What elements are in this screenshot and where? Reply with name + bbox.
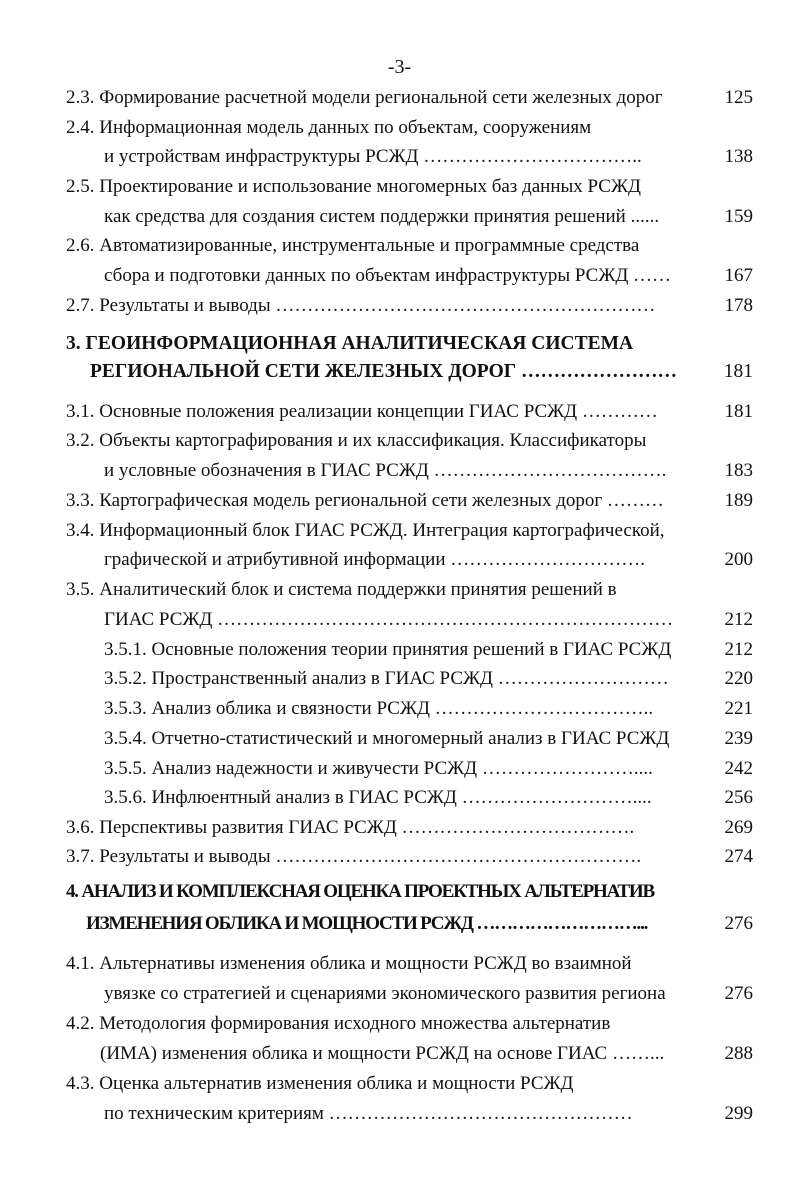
toc-chapter-4	[0, 878, 799, 906]
toc-entry-title: 2.6. Автоматизированные, инструментальные и программные средства	[66, 235, 640, 256]
toc-entry-title: 3.1. Основные положения реализации концепции ГИАС РСЖД …………	[66, 401, 658, 422]
toc-entry-title: 4.2. Методология формирования исходного множества альтернатив	[66, 1013, 611, 1034]
toc-entry-title: 2.7. Результаты и выводы ……………………………………………………	[66, 295, 656, 316]
toc-entry-title: по техническим критериям …………………………………………	[104, 1103, 633, 1124]
page-number: -3-	[387, 56, 412, 78]
toc-entry-page: 299	[724, 1103, 753, 1124]
toc-entry-page: 242	[724, 758, 753, 779]
toc-entry-3-5-cont	[0, 606, 799, 634]
toc-entry-4-2	[0, 1010, 799, 1038]
toc-entry-4-3-cont	[0, 1100, 799, 1128]
toc-entry-page: 181	[723, 361, 753, 382]
toc-entry-title: 3.5.2. Пространственный анализ в ГИАС РСЖД ………………………	[104, 668, 669, 689]
toc-chapter-title: ИЗМЕНЕНИЯ ОБЛИКА И МОЩНОСТИ РСЖД ………………………...	[86, 913, 648, 934]
toc-entry-title: и условные обозначения в ГИАС РСЖД ……………………………….	[104, 460, 667, 481]
toc-entry-page: 159	[724, 206, 753, 227]
toc-entry-3-5-6	[0, 784, 799, 812]
toc-entry-4-1	[0, 950, 799, 978]
toc-entry-page: 239	[724, 728, 753, 749]
toc-entry-title: 3.7. Результаты и выводы ………………………………………………….	[66, 846, 642, 867]
toc-entry-4-3	[0, 1070, 799, 1098]
toc-entry-2-5	[0, 173, 799, 201]
toc-entry-page: 221	[724, 698, 753, 719]
toc-entry-page: 212	[724, 609, 753, 630]
toc-entry-page: 220	[724, 668, 753, 689]
toc-entry-title: 2.5. Проектирование и использование многомерных баз данных РСЖД	[66, 176, 641, 197]
toc-entry-3-3	[0, 487, 799, 515]
toc-entry-2-7	[0, 292, 799, 320]
toc-entry-title: 3.5. Аналитический блок и система поддержки принятия решений в	[66, 579, 617, 600]
toc-entry-2-6	[0, 232, 799, 260]
toc-chapter-3	[0, 330, 799, 358]
toc-entry-3-5-5	[0, 755, 799, 783]
toc-entry-title: 3.5.3. Анализ облика и связности РСЖД ……………………………..	[104, 698, 654, 719]
toc-entry-3-5-4	[0, 725, 799, 753]
toc-entry-page: 276	[724, 913, 753, 934]
toc-entry-title: графической и атрибутивной информации ………………………….	[104, 549, 646, 570]
toc-entry-3-1	[0, 398, 799, 426]
toc-entry-page: 181	[724, 401, 753, 422]
toc-entry-3-5	[0, 576, 799, 604]
toc-entry-page: 274	[724, 846, 753, 867]
toc-chapter-3-cont	[0, 358, 799, 386]
toc-entry-3-5-3	[0, 695, 799, 723]
toc-entry-page: 276	[724, 983, 753, 1004]
toc-entry-3-2	[0, 427, 799, 455]
toc-entry-title: 3.3. Картографическая модель региональной сети железных дорог ………	[66, 490, 664, 511]
toc-entry-2-4-cont	[0, 143, 799, 171]
toc-entry-title: 4.1. Альтернативы изменения облика и мощности РСЖД во взаимной	[66, 953, 632, 974]
toc-entry-3-7	[0, 843, 799, 871]
toc-entry-title: 3.5.1. Основные положения теории принятия решений в ГИАС РСЖД	[104, 639, 672, 660]
toc-entry-title: 3.4. Информационный блок ГИАС РСЖД. Интеграция картографической,	[66, 520, 665, 541]
toc-entry-page: 167	[724, 265, 753, 286]
toc-entry-title: как средства для создания систем поддержки принятия решений ......	[104, 206, 660, 227]
toc-chapter-title: 3. ГЕОИНФОРМАЦИОННАЯ АНАЛИТИЧЕСКАЯ СИСТЕМА	[66, 333, 634, 354]
toc-entry-page: 212	[724, 639, 753, 660]
toc-entry-page: 288	[724, 1043, 753, 1064]
toc-entry-title: 3.5.4. Отчетно-статистический и многомерный анализ в ГИАС РСЖД	[104, 728, 670, 749]
toc-entry-page: 138	[724, 146, 753, 167]
toc-entry-title: увязке со стратегией и сценариями экономического развития региона	[104, 983, 666, 1004]
toc-entry-3-4	[0, 517, 799, 545]
toc-entry-title: (ИМА) изменения облика и мощности РСЖД на основе ГИАС ……...	[100, 1043, 665, 1064]
toc-entry-page: 269	[724, 817, 753, 838]
toc-entry-2-4	[0, 114, 799, 142]
toc-entry-page: 189	[724, 490, 753, 511]
toc-entry-page: 125	[724, 87, 753, 108]
toc-entry-page: 200	[724, 549, 753, 570]
toc-entry-title: и устройствам инфраструктуры РСЖД ……………………………..	[104, 146, 642, 167]
toc-entry-page: 256	[724, 787, 753, 808]
toc-chapter-4-cont	[0, 910, 799, 938]
toc-entry-title: 4.3. Оценка альтернатив изменения облика и мощности РСЖД	[66, 1073, 574, 1094]
toc-entry-title: 3.5.5. Анализ надежности и живучести РСЖД ……………………....	[104, 758, 653, 779]
toc-entry-title: 3.2. Объекты картографирования и их классификация. Классификаторы	[66, 430, 647, 451]
toc-entry-page: 178	[724, 295, 753, 316]
toc-entry-title: 2.3. Формирование расчетной модели региональной сети железных дорог	[66, 87, 663, 108]
toc-entry-3-6	[0, 814, 799, 842]
toc-entry-2-3	[0, 84, 799, 112]
toc-chapter-title: 4. АНАЛИЗ И КОМПЛЕКСНАЯ ОЦЕНКА ПРОЕКТНЫХ АЛЬТЕРНАТИВ	[66, 881, 654, 902]
toc-entry-3-5-1	[0, 636, 799, 664]
toc-entry-3-5-2	[0, 665, 799, 693]
toc-entry-2-5-cont	[0, 203, 799, 231]
toc-chapter-title: РЕГИОНАЛЬНОЙ СЕТИ ЖЕЛЕЗНЫХ ДОРОГ ……………………	[90, 361, 678, 382]
toc-entry-title: ГИАС РСЖД ………………………………………………………………	[104, 609, 674, 630]
toc-entry-title: 2.4. Информационная модель данных по объектам, сооружениям	[66, 117, 592, 138]
toc-entry-4-1-cont	[0, 980, 799, 1008]
toc-entry-title: сбора и подготовки данных по объектам инфраструктуры РСЖД ……	[104, 265, 672, 286]
toc-entry-3-2-cont	[0, 457, 799, 485]
toc-entry-title: 3.6. Перспективы развития ГИАС РСЖД ……………………………….	[66, 817, 635, 838]
toc-entry-2-6-cont	[0, 262, 799, 290]
toc-entry-page: 183	[724, 460, 753, 481]
toc-entry-title: 3.5.6. Инфлюентный анализ в ГИАС РСЖД ………………………....	[104, 787, 652, 808]
toc-entry-4-2-cont	[0, 1040, 799, 1068]
toc-entry-3-4-cont	[0, 546, 799, 574]
